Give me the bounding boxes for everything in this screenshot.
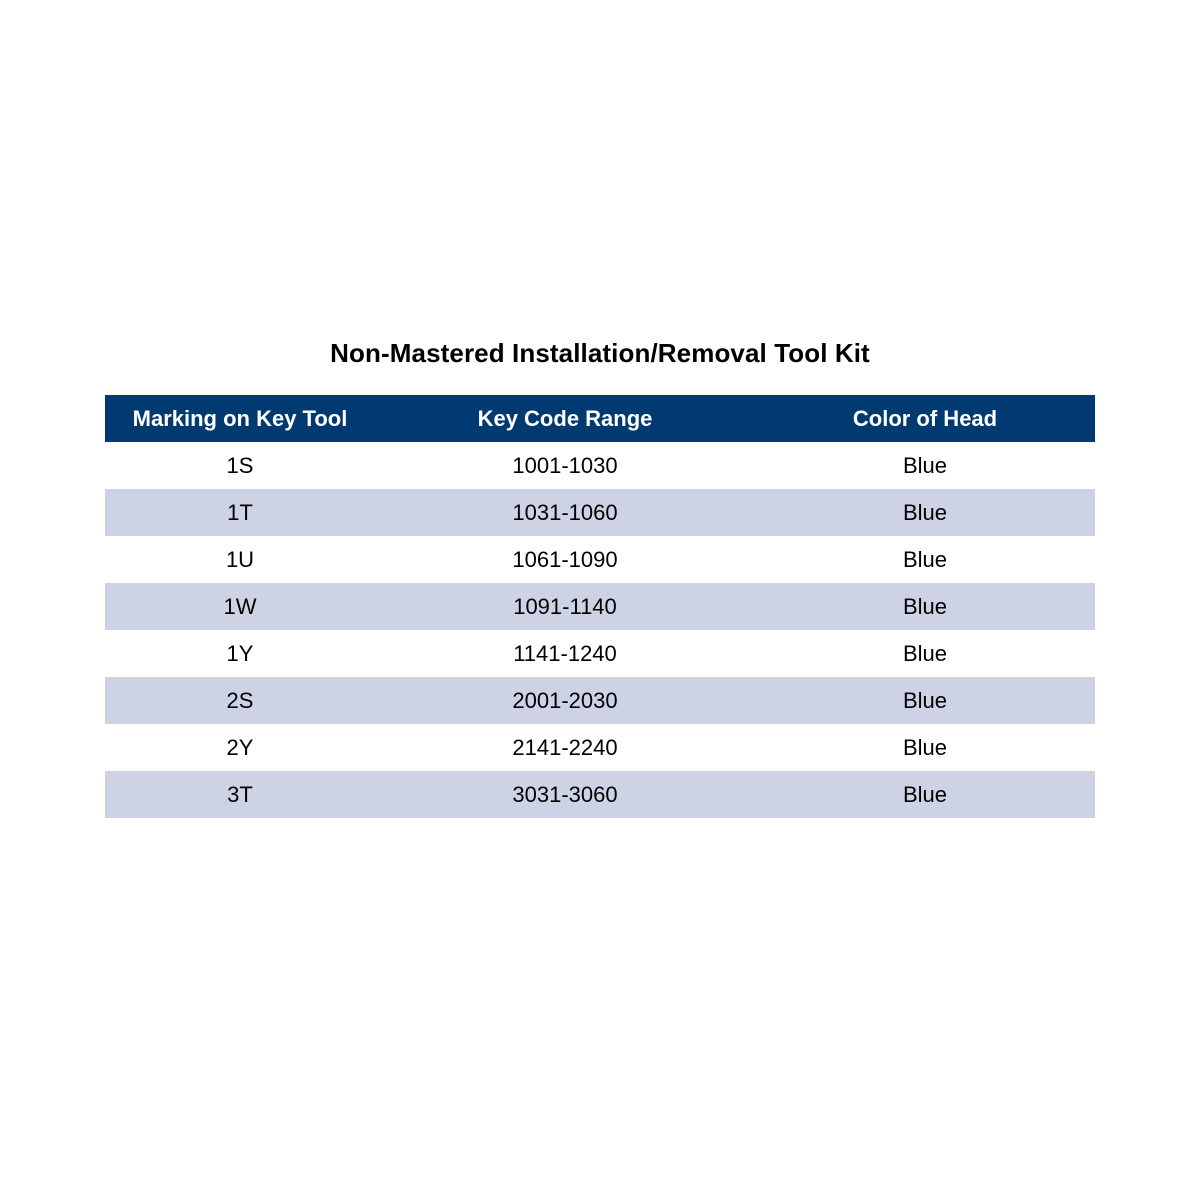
key-code-range-cell: 2141-2240 <box>512 735 618 760</box>
table-title: Non-Mastered Installation/Removal Tool Kit <box>330 338 870 368</box>
marking-cell: 1W <box>223 594 257 619</box>
color-of-head-cell: Blue <box>902 735 948 760</box>
marking-cell: 2Y <box>226 735 254 760</box>
marking-cell: 1Y <box>226 641 254 666</box>
header-color-of-head: Color of Head <box>852 406 998 431</box>
table-row <box>105 724 1095 771</box>
key-code-range-cell: 1001-1030 <box>512 453 618 478</box>
header-key-code-range: Key Code Range <box>477 406 653 431</box>
color-of-head-cell: Blue <box>902 547 948 572</box>
key-code-range-cell: 1141-1240 <box>513 641 617 666</box>
color-of-head-cell: Blue <box>902 782 948 807</box>
tool-kit-table <box>105 395 1095 818</box>
table-row <box>105 536 1095 583</box>
table-row <box>105 771 1095 818</box>
marking-cell: 1T <box>227 500 253 525</box>
table-header-row <box>105 395 1095 442</box>
header-marking: Marking on Key Tool <box>132 406 348 431</box>
color-of-head-cell: Blue <box>902 641 948 666</box>
color-of-head-cell: Blue <box>902 688 948 713</box>
table-row <box>105 442 1095 489</box>
table-row <box>105 630 1095 677</box>
key-code-range-cell: 3031-3060 <box>512 782 618 807</box>
marking-cell: 3T <box>227 782 253 807</box>
marking-cell: 1U <box>225 547 255 572</box>
key-code-range-cell: 1091-1140 <box>513 594 617 619</box>
marking-cell: 1S <box>226 453 254 478</box>
color-of-head-cell: Blue <box>902 453 948 478</box>
key-code-range-cell: 1031-1060 <box>512 500 618 525</box>
color-of-head-cell: Blue <box>902 500 948 525</box>
color-of-head-cell: Blue <box>902 594 948 619</box>
table-row <box>105 489 1095 536</box>
table-row <box>105 677 1095 724</box>
table-row <box>105 583 1095 630</box>
marking-cell: 2S <box>226 688 254 713</box>
key-code-range-cell: 2001-2030 <box>512 688 618 713</box>
key-code-range-cell: 1061-1090 <box>512 547 618 572</box>
